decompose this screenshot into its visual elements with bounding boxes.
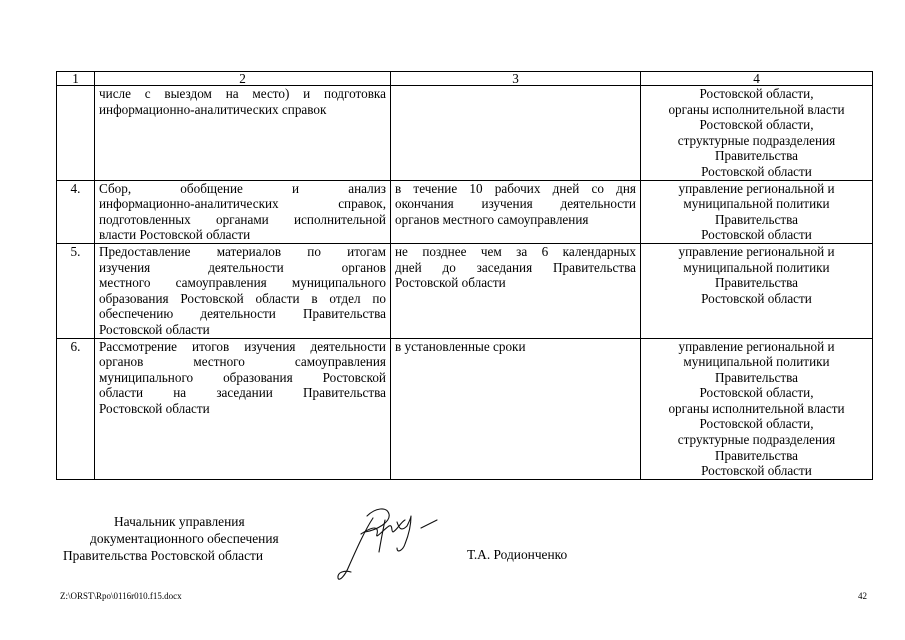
row-responsible-cell (641, 338, 873, 479)
signer-title-line: Правительства Ростовской области (63, 548, 264, 563)
header-cell-4: 4 (641, 72, 873, 86)
text-line: органов местного самоуправления (395, 211, 589, 227)
table-row (57, 180, 873, 243)
header-cell-1: 1 (57, 72, 95, 86)
table-row (57, 243, 873, 338)
text-line: в течение 10 рабочих дней со дня (395, 180, 636, 196)
text-line: Ростовской области (395, 275, 506, 291)
handwritten-signature (335, 500, 445, 586)
text-line: информационно-аналитических справок, (99, 196, 386, 212)
text-line: Предоставление материалов по итогам (99, 243, 386, 259)
text-line: информационно-аналитических справок (99, 101, 327, 117)
text-line: Ростовской области (701, 290, 812, 306)
text-line: муниципальной политики (683, 354, 830, 370)
text-line: Правительства (715, 211, 798, 227)
text-line: Правительства (715, 369, 798, 385)
cont-num-cell (57, 86, 95, 181)
signer-name: Т.А. Родионченко (467, 547, 568, 562)
text-line: области на заседании Правительства (99, 385, 386, 401)
table-row (57, 338, 873, 479)
text-line: окончания изучения деятельности (395, 196, 636, 212)
cont-description-cell (95, 86, 391, 181)
text-line: Ростовской области (701, 227, 812, 243)
signer-title-line: документационного обеспечения (90, 531, 279, 546)
row-deadline-cell (391, 338, 641, 479)
text-line: Правительства (715, 275, 798, 291)
text-line: Ростовской области, (699, 416, 814, 432)
text-line: муниципальной политики (683, 196, 830, 212)
text-line: власти Ростовской области (99, 227, 251, 243)
signer-title-line: Начальник управления (114, 514, 245, 529)
text-line: образования Ростовской области в отдел по (99, 290, 386, 306)
header-cell-3: 3 (391, 72, 641, 86)
row-deadline-cell (391, 180, 641, 243)
text-line: Ростовской области, (699, 117, 814, 133)
row-description-cell (95, 338, 391, 479)
text-line: Ростовской области (99, 321, 210, 337)
measures-table (56, 71, 873, 480)
row-description-cell (95, 243, 391, 338)
page-number: 42 (858, 591, 867, 601)
cont-responsible-cell (641, 86, 873, 181)
file-path: Z:\ORST\Rpo\0116r010.f15.docx (60, 591, 182, 601)
text-line: Ростовской области (701, 163, 812, 179)
text-line: Ростовской области (99, 400, 210, 416)
text-line: Ростовской области, (699, 385, 814, 401)
text-line: органов местного самоуправления (99, 354, 386, 370)
cont-deadline-cell (391, 86, 641, 181)
text-line: местного самоуправления муниципального (99, 275, 386, 291)
row-deadline-cell (391, 243, 641, 338)
text-line: муниципального образования Ростовской (99, 369, 386, 385)
text-line: в установленные сроки (395, 338, 526, 354)
header-cell-2: 2 (95, 72, 391, 86)
text-line: муниципальной политики (683, 259, 830, 275)
text-line: Ростовской области (701, 463, 812, 479)
row-number: 6. (57, 338, 95, 479)
row-responsible-cell (641, 243, 873, 338)
text-line: управление региональной и (678, 180, 835, 196)
row-responsible-cell (641, 180, 873, 243)
text-line: изучения деятельности органов (99, 259, 386, 275)
table-row-continued (57, 86, 873, 181)
text-line: дней до заседания Правительства (395, 259, 636, 275)
row-number: 5. (57, 243, 95, 338)
text-line: Правительства (715, 148, 798, 164)
text-line: Сбор, обобщение и анализ (99, 180, 386, 196)
text-line: не позднее чем за 6 календарных (395, 243, 636, 259)
text-line: Рассмотрение итогов изучения деятельности (99, 338, 386, 354)
text-line: числе с выездом на место) и подготовка (99, 86, 386, 101)
row-description-cell (95, 180, 391, 243)
table-header-row (57, 72, 873, 86)
text-line: обеспечению деятельности Правительства (99, 306, 386, 322)
text-line: управление региональной и (678, 338, 835, 354)
text-line: органы исполнительной власти (668, 400, 845, 416)
text-line: структурные подразделения (677, 432, 836, 448)
text-line: Правительства (715, 447, 798, 463)
text-line: структурные подразделения (677, 132, 836, 148)
text-line: Ростовской области, (699, 86, 814, 101)
row-number: 4. (57, 180, 95, 243)
text-line: органы исполнительной власти (668, 101, 845, 117)
text-line: управление региональной и (678, 243, 835, 259)
text-line: подготовленных органами исполнительной (99, 211, 386, 227)
